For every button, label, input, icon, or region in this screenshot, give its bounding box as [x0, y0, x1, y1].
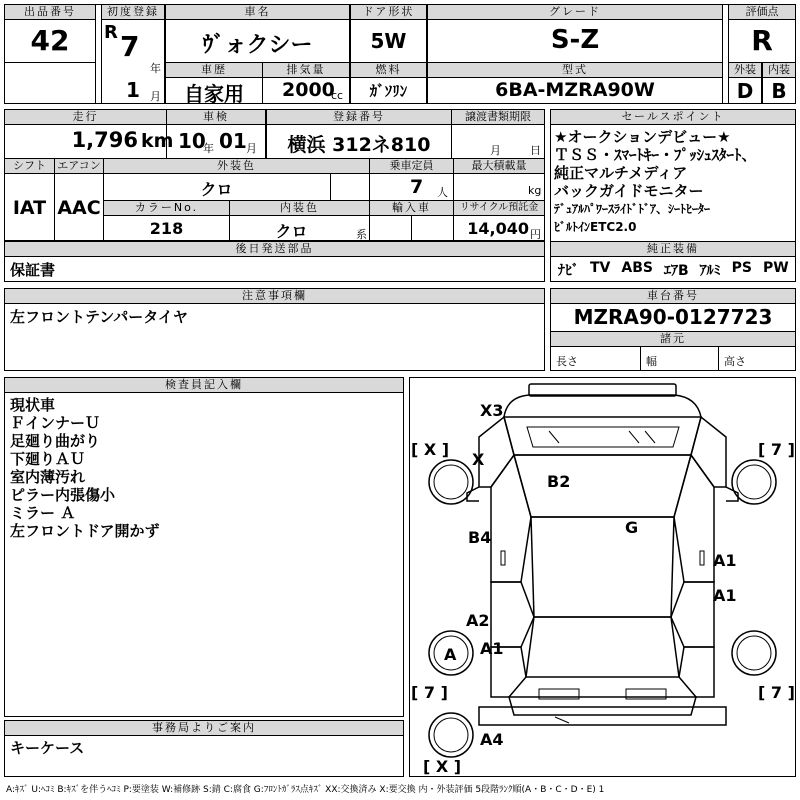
bracket-bottom: [ X ] — [423, 757, 462, 776]
inspector-line: ミラー Ａ — [10, 504, 76, 522]
aircon-value: AAC — [57, 197, 101, 219]
equipment-item: PS — [731, 260, 752, 276]
plate-value: 横浜 312ネ810 — [287, 134, 431, 156]
chassis-value: MZRA90-0127723 — [573, 305, 773, 329]
first-reg-year: 7 — [120, 30, 140, 63]
lot-number: 42 — [30, 24, 70, 57]
inspector-label: 検査員記入欄 — [4, 377, 404, 393]
bracket-mid-right: [ 7 ] — [758, 683, 795, 702]
inspection-label: 車検 — [166, 109, 266, 125]
first-reg-month: 1 — [126, 78, 140, 102]
car-diagram — [409, 377, 796, 777]
ext-color-divider — [330, 173, 331, 201]
mileage-unit: km — [141, 130, 174, 152]
tire-spare — [429, 713, 473, 757]
later-parts-cell — [4, 256, 545, 282]
tire-rear-right — [732, 631, 776, 675]
sales-point-line: ﾋﾞﾙﾄｲﾝETC2.0 — [554, 220, 637, 234]
grade-label: グレード — [427, 4, 723, 20]
int-color-value: クロ — [275, 222, 308, 241]
mark-a1-right-1: A1 — [713, 551, 737, 570]
windshield — [514, 455, 691, 517]
displacement-unit: cc — [331, 89, 344, 102]
recycle-unit: 円 — [530, 228, 541, 241]
specs-length: 長さ — [556, 355, 578, 368]
sales-point-line: 純正マルチメディア — [554, 164, 688, 182]
mark-a4: A4 — [480, 730, 504, 749]
front-door-right — [674, 455, 714, 582]
capacity-label: 乗車定員 — [369, 158, 454, 174]
color-no-value: 218 — [149, 219, 184, 238]
fender-right — [691, 417, 726, 487]
model-label: 型式 — [427, 62, 723, 78]
recycle-value: 14,040 — [467, 219, 529, 238]
specs-height: 高さ — [724, 355, 746, 368]
import-label: 輸入車 — [369, 200, 454, 216]
rear-door-left — [491, 582, 534, 647]
inspector-line: ピラー内張傷小 — [10, 486, 116, 504]
max-load-label: 最大積載量 — [453, 158, 545, 174]
mark-a1-right-2: A1 — [713, 586, 737, 605]
equipment-label: 純正装備 — [550, 241, 796, 257]
first-reg-year-unit: 年 — [150, 62, 161, 75]
inspector-line: 室内薄汚れ — [10, 468, 86, 486]
recycle-label: リサイクル預託金 — [453, 200, 545, 216]
grade-value: S-Z — [550, 25, 600, 55]
capacity-unit: 人 — [437, 186, 448, 199]
front-door-left — [491, 455, 531, 582]
office-label: 事務局よりご案内 — [4, 720, 404, 736]
capacity-value: 7 — [410, 176, 424, 198]
equipment-item: ﾅﾋﾞ — [558, 263, 579, 279]
mileage-label: 走行 — [4, 109, 167, 125]
mark-a2: A2 — [466, 611, 490, 630]
inspection-year-unit: 年 — [203, 142, 214, 155]
specs-div-2 — [718, 346, 719, 371]
history-value: 自家用 — [184, 82, 244, 106]
door-label: ドア形状 — [350, 4, 427, 20]
history-label: 車歴 — [165, 62, 263, 78]
bracket-top-left: [ X ] — [411, 440, 450, 459]
sales-point-line: ＴＳＳ・ｽﾏｰﾄｷｰ・ﾌﾟｯｼｭｽﾀｰﾄ、 — [554, 146, 757, 164]
import-divider — [411, 215, 412, 241]
score-int-label: 内装 — [762, 62, 796, 78]
door-value: 5W — [370, 29, 407, 53]
transfer-label: 譲渡書類期限 — [451, 109, 545, 125]
shift-label: シフト — [4, 158, 55, 174]
equipment-item: TV — [590, 260, 611, 276]
inspector-line: 左フロントドア開かず — [10, 522, 160, 540]
displacement-value: 2000 — [282, 79, 335, 101]
inspection-month-unit: 月 — [246, 142, 257, 155]
first-reg-era: R — [104, 22, 118, 43]
mileage-value: 1,796 — [71, 128, 138, 152]
mark-g: G — [625, 518, 639, 537]
specs-cell — [550, 346, 796, 371]
model-value: 6BA-MZRA90W — [495, 79, 655, 101]
equipment-item: PW — [763, 260, 789, 276]
equipment-item: ｴｱB — [663, 263, 689, 279]
specs-label: 諸元 — [550, 331, 796, 347]
specs-width: 幅 — [646, 355, 657, 368]
transfer-month-unit: 月 — [490, 144, 501, 157]
transfer-day-unit: 日 — [530, 144, 541, 157]
mark-b2: B2 — [547, 472, 571, 491]
fuel-label: 燃料 — [350, 62, 427, 78]
inspection-year: 10 — [178, 129, 206, 153]
mark-x3: X3 — [480, 401, 504, 420]
score-label: 評価点 — [728, 4, 796, 20]
roof — [531, 517, 674, 617]
inspection-month: 01 — [219, 129, 247, 153]
specs-div-1 — [640, 346, 641, 371]
score-ext-value: D — [736, 79, 754, 103]
score-value: R — [751, 24, 773, 57]
rear-bumper — [509, 697, 696, 715]
ext-color-value: クロ — [200, 180, 233, 199]
sales-points-list — [554, 128, 757, 236]
rear-window — [526, 617, 679, 677]
aircon-label: エアコン — [54, 158, 104, 174]
inspector-line: 足廻り曲がり — [10, 432, 101, 450]
later-parts-value: 保証書 — [10, 261, 56, 279]
mark-a1-left: A1 — [480, 639, 504, 658]
front-bumper — [504, 395, 701, 417]
score-ext-label: 外装 — [728, 62, 762, 78]
inspector-line: 現状車 — [10, 396, 56, 414]
later-parts-label: 後日発送部品 — [4, 241, 545, 257]
color-no-label: カラーNo. — [103, 200, 230, 216]
displacement-label: 排気量 — [262, 62, 350, 78]
first-reg-month-unit: 月 — [150, 90, 161, 103]
car-name-label: 車名 — [165, 4, 350, 20]
sales-points-label: セールスポイント — [550, 109, 796, 125]
inspector-line: ＦインナーＵ — [10, 414, 101, 432]
equipment-list — [558, 260, 789, 280]
max-load-unit: kg — [528, 184, 542, 197]
office-value: キーケース — [10, 739, 85, 757]
sales-point-line: ★オークションデビュー★ — [554, 128, 731, 146]
int-color-label: 内装色 — [229, 200, 370, 216]
sales-point-line: ﾃﾞｭｱﾙﾊﾟﾜｰｽﾗｲﾄﾞﾄﾞｱ、ｼｰﾄﾋｰﾀｰ — [554, 202, 711, 216]
bracket-top-right: [ 7 ] — [758, 440, 795, 459]
shift-value: IAT — [12, 197, 47, 219]
bracket-mid-left: [ 7 ] — [411, 683, 448, 702]
mark-b4: B4 — [468, 528, 492, 547]
rear-door-right — [671, 582, 714, 647]
equipment-item: ABS — [621, 260, 653, 276]
notes-label: 注意事項欄 — [4, 288, 545, 304]
quarter-right — [679, 647, 714, 697]
ext-color-label: 外装色 — [103, 158, 370, 174]
fuel-value: ｶﾞｿﾘﾝ — [369, 82, 408, 100]
first-reg-label: 初度登録 — [101, 4, 165, 20]
mark-a-tire: A — [444, 645, 457, 664]
equipment-item: ｱﾙﾐ — [699, 263, 721, 279]
underbody — [479, 707, 726, 725]
lot-lower — [4, 62, 96, 104]
inspector-list — [10, 396, 160, 540]
car-name: ｳﾞォクシー — [202, 33, 313, 58]
chassis-label: 車台番号 — [550, 288, 796, 304]
lot-label: 出品番号 — [4, 4, 96, 20]
int-color-unit: 系 — [356, 228, 367, 241]
notes-value: 左フロントテンパータイヤ — [10, 308, 188, 326]
plate-label: 登録番号 — [266, 109, 452, 125]
legend: A:ｷｽﾞ U:ﾍｺﾐ B:ｷｽﾞを伴うﾍｺﾐ P:要塗装 W:補修跡 S:錆 C:腐食 G:ﾌﾛﾝﾄｶﾞﾗｽ点ｷｽﾞ XX:交換済み X:要交換 内・外装評価 5段階ﾗﾝｸ順(A・B・C・D・E) 1 — [6, 785, 605, 795]
score-int-value: B — [771, 79, 787, 103]
sales-point-line: バックガイドモニター — [554, 182, 704, 200]
hood — [504, 417, 701, 455]
mark-x: X — [472, 450, 485, 469]
inspector-line: 下廻りＡＵ — [10, 450, 86, 468]
